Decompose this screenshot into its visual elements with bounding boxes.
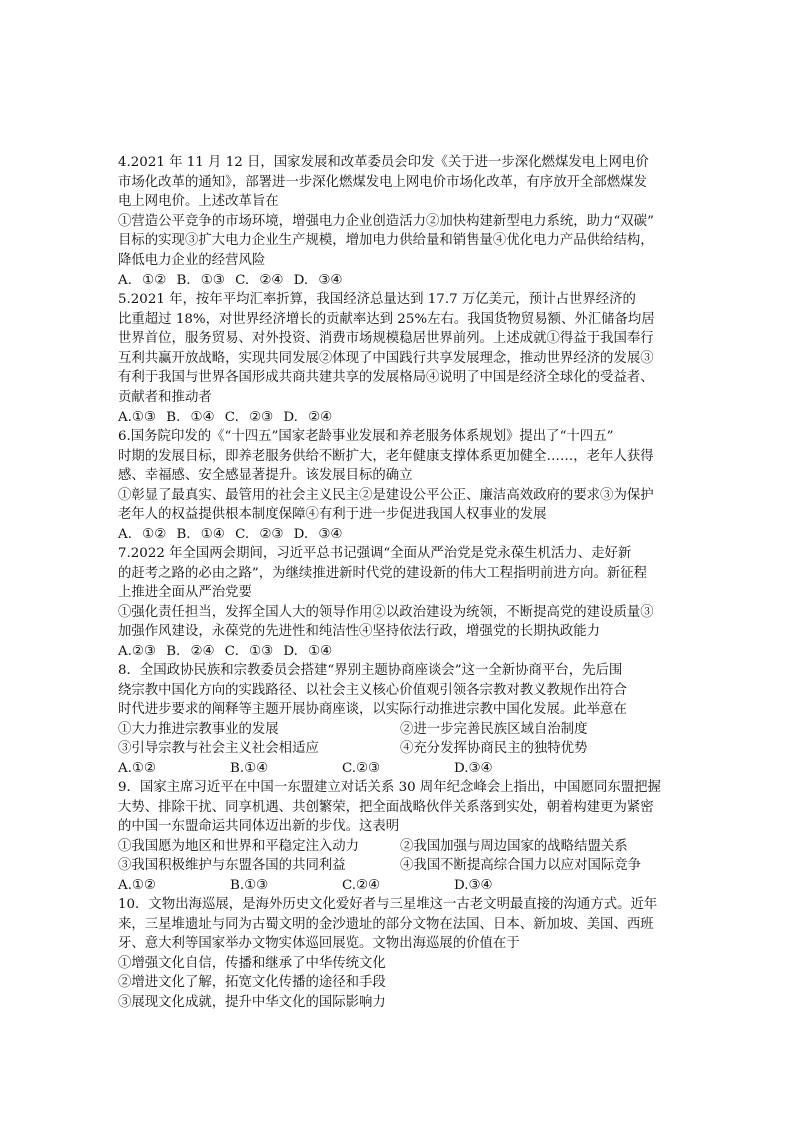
answer-choices: A. ①② B. ①③ C. ②④ D. ③④ <box>118 272 343 288</box>
question-line: 上推进全面从严治党要 <box>118 585 252 601</box>
question-line: ①强化责任担当，发挥全国人大的领导作用②以政治建设为统领，不断提高党的建设质量③ <box>118 604 654 620</box>
option-item: ③我国积极维护与东盟各国的共同利益 <box>118 858 346 874</box>
question-line: 牙、意大利等国家举办文物实体巡回展览。文物出海巡展的价值在于 <box>118 936 520 952</box>
question-line: ②增进文化了解，拓宽文化传播的途径和手段 <box>118 975 386 991</box>
question-line: 来，三星堆遗址与同为古蜀文明的金沙遗址的部分文物在法国、日本、新加坡、美国、西班 <box>118 916 654 932</box>
answer-choice: A.①② <box>118 877 156 893</box>
answer-choices <box>118 759 680 779</box>
question-line: ③展现文化成就，提升中华文化的国际影响力 <box>118 994 386 1010</box>
question-line: 世界首位，服务贸易、对外投资、消费市场规模稳居世界前列。上述成就①得益于我国奉行 <box>118 331 654 347</box>
option-row <box>118 856 680 876</box>
question-6 <box>118 427 680 545</box>
question-line: 比重超过 18%，对世界经济增长的贡献率达到 25%左右。我国货物贸易额、外汇储备均居 <box>118 311 655 327</box>
answer-choice: D.③④ <box>454 760 493 776</box>
question-8 <box>118 661 680 779</box>
question-line: 降低电力企业的经营风险 <box>118 252 266 268</box>
option-row <box>118 837 680 857</box>
question-line: ①营造公平竞争的市场环境，增强电力企业创造活力②加快构建新型电力系统，助力“双碳” <box>118 213 654 229</box>
question-line: 市场化改革的通知》，部署进一步深化燃煤发电上网电价市场化改革，有序放开全部燃煤发 <box>118 174 647 190</box>
answer-choices <box>118 876 680 896</box>
answer-choice: B.①④ <box>230 760 269 776</box>
question-4 <box>118 153 680 290</box>
option-item: ③引导宗教与社会主义社会相适应 <box>118 741 319 757</box>
question-9 <box>118 778 680 896</box>
question-10 <box>118 895 680 1013</box>
option-item: ①我国愿为地区和世界和平稳定注入动力 <box>118 838 360 854</box>
question-line: 4.2021 年 11 月 12 日，国家发展和改革委员会印发《关于进一步深化燃煤发电上网电价 <box>118 155 649 170</box>
option-item: ②我国加强与周边国家的战略结盟关系 <box>400 838 628 854</box>
question-line: 绕宗教中国化方向的实践路径、以社会主义核心价值观引领各宗教对教义教规作出符合 <box>118 682 627 698</box>
question-line: ①增强文化自信，传播和继承了中华传统文化 <box>118 955 386 971</box>
question-line: 时代进步要求的阐释等主题开展协商座谈，以实际行动推进宗教中国化发展。此举意在 <box>118 702 627 718</box>
option-item: ①大力推进宗教事业的发展 <box>118 721 279 737</box>
question-line: 加强作风建设，永葆党的先进性和纯洁性④坚持依法行政，增强党的长期执政能力 <box>118 624 601 640</box>
question-7 <box>118 544 680 662</box>
answer-choice: D.③④ <box>454 877 493 893</box>
answer-choice: C.②④ <box>342 877 381 893</box>
question-line: 感、幸福感、安全感显著提升。该发展目标的确立 <box>118 468 413 484</box>
answer-choices: A. ①② B. ①④ C. ②③ D. ③④ <box>118 526 343 542</box>
question-line: ①彰显了最真实、最管用的社会主义民主②是建设公平公正、廉洁高效政府的要求③为保护 <box>118 487 654 503</box>
question-line: 有利于我国与世界各国形成共商共建共享的发展格局④说明了中国是经济全球化的受益者、 <box>118 370 654 386</box>
option-row <box>118 720 680 740</box>
question-line: 6.国务院印发的《“十四五”国家老龄事业发展和养老服务体系规划》提出了“十四五” <box>118 429 614 444</box>
question-line: 互利共赢开放战略，实现共同发展②体现了中国践行共享发展理念，推动世界经济的发展③ <box>118 350 654 366</box>
answer-choices: A.②③ B. ②④ C. ①③ D. ①④ <box>118 643 333 659</box>
answer-choice: C.②③ <box>342 760 381 776</box>
question-line: 10．文物出海巡展，是海外历史文化爱好者与三星堆这一古老文明最直接的沟通方式。近年 <box>118 897 658 912</box>
question-line: 的赶考之路的必由之路”，为继续推进新时代党的建设新的伟大工程指明前进方向。新征程 <box>118 565 648 581</box>
question-line: 的中国一东盟命运共同体迈出新的步伐。这表明 <box>118 819 400 835</box>
question-line: 电上网电价。上述改革旨在 <box>118 194 279 210</box>
question-line: 老年人的权益提供根本制度保障④有利于进一步促进我国人权事业的发展 <box>118 507 547 523</box>
option-row <box>118 739 680 759</box>
question-line: 大势、排除干扰、同享机遇、共创繁荣，把全面战略伙伴关系落到实处，朝着构建更为紧密 <box>118 799 654 815</box>
answer-choice: B.①③ <box>230 877 269 893</box>
question-line: 贡献者和推动者 <box>118 389 212 405</box>
answer-choice: A.①② <box>118 760 156 776</box>
option-item: ②进一步完善民族区域自治制度 <box>400 721 588 737</box>
question-5 <box>118 290 680 427</box>
question-line: 7.2022 年全国两会期间，习近平总书记强调“全面从严治党是党永葆生机活力、走好新 <box>118 546 632 561</box>
question-line: 时期的发展目标，即养老服务供给不断扩大，老年健康支撑体系更加健全……，老年人获得 <box>118 448 654 464</box>
answer-choices: A.①③ B. ①④ C. ②③ D. ②④ <box>118 409 333 425</box>
question-line: 9．国家主席习近平在中国一东盟建立对话关系 30 周年纪念峰会上指出，中国愿同东盟把握 <box>118 780 661 795</box>
question-line: 目标的实现③扩大电力企业生产规模，增加电力供给量和销售量④优化电力产品供给结构， <box>118 233 654 249</box>
question-line: 5.2021 年，按年平均汇率折算，我国经济总量达到 17.7 万亿美元，预计占世界经济的 <box>118 292 636 307</box>
option-item: ④我国不断提高综合国力以应对国际竞争 <box>400 858 642 874</box>
option-item: ④充分发挥协商民主的独特优势 <box>400 741 588 757</box>
question-line: 8．全国政协民族和宗教委员会搭建“界别主题协商座谈会”这一全新协商平台，先后围 <box>118 663 623 678</box>
